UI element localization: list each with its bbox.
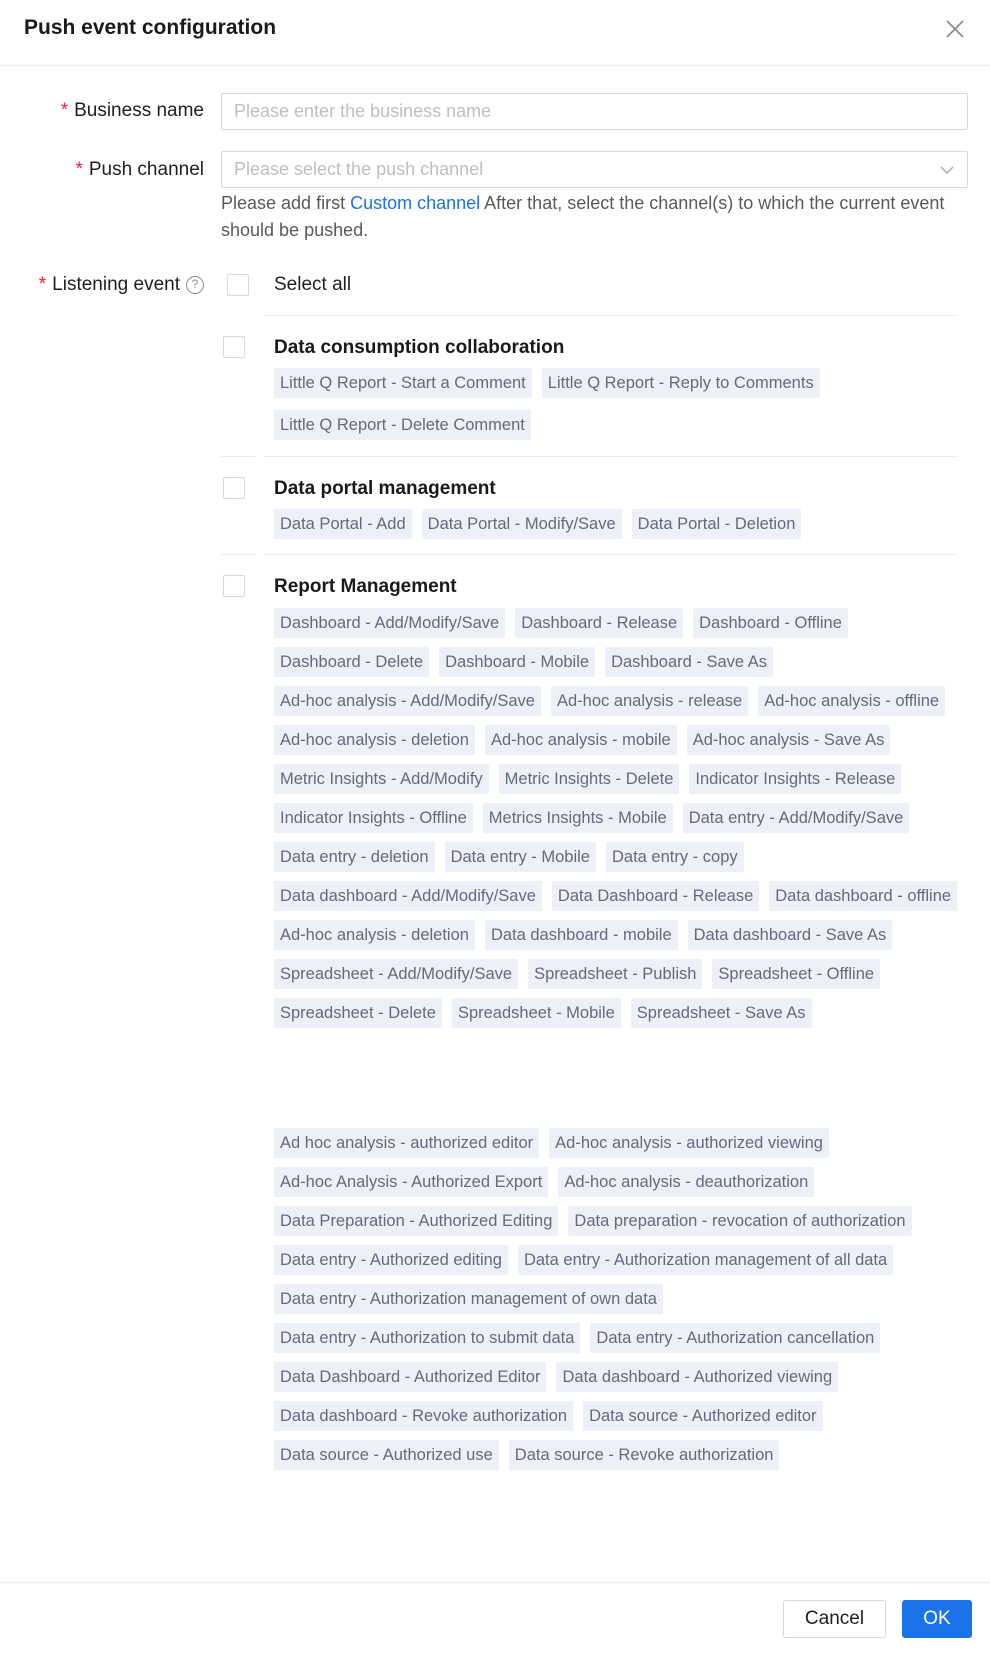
category-title: Data consumption collaboration	[274, 337, 565, 358]
help-icon[interactable]: ?	[186, 276, 204, 294]
event-tag[interactable]: Spreadsheet - Mobile	[452, 998, 621, 1028]
divider	[264, 456, 958, 457]
event-tag[interactable]: Data Portal - Deletion	[632, 509, 802, 539]
event-tag[interactable]: Metrics Insights - Mobile	[483, 803, 673, 833]
event-tag[interactable]: Data dashboard - Authorized viewing	[556, 1362, 838, 1392]
event-tag[interactable]: Ad-hoc analysis - deletion	[274, 725, 475, 755]
close-icon[interactable]	[942, 16, 968, 42]
event-tag[interactable]: Ad-hoc analysis - Add/Modify/Save	[274, 686, 541, 716]
tag-list	[274, 509, 914, 539]
event-tag[interactable]: Ad-hoc analysis - Save As	[687, 725, 891, 755]
event-tag[interactable]: Data entry - Add/Modify/Save	[683, 803, 910, 833]
event-tag[interactable]: Ad-hoc Analysis - Authorized Export	[274, 1167, 548, 1197]
event-tag[interactable]: Data Dashboard - Authorized Editor	[274, 1362, 546, 1392]
event-tag[interactable]: Metric Insights - Add/Modify	[274, 764, 489, 794]
cancel-button[interactable]: Cancel	[783, 1600, 886, 1638]
business-name-input[interactable]	[221, 93, 968, 130]
select-all-label: Select all	[274, 274, 352, 295]
tag-list	[274, 368, 834, 440]
event-tag[interactable]: Dashboard - Release	[515, 608, 683, 638]
event-tag[interactable]: Data source - Revoke authorization	[509, 1440, 780, 1470]
dialog-title: Push event configuration	[24, 16, 277, 39]
event-tag[interactable]: Data source - Authorized use	[274, 1440, 499, 1470]
category-checkbox-data-portal[interactable]	[223, 477, 245, 499]
divider	[221, 456, 255, 457]
event-tag[interactable]: Data entry - Authorized editing	[274, 1245, 508, 1275]
event-tag[interactable]: Data entry - deletion	[274, 842, 435, 872]
event-tag[interactable]: Ad-hoc analysis - deauthorization	[558, 1167, 814, 1197]
event-tag[interactable]: Spreadsheet - Add/Modify/Save	[274, 959, 518, 989]
event-tag[interactable]: Dashboard - Mobile	[439, 647, 595, 677]
event-tag[interactable]: Dashboard - Save As	[605, 647, 773, 677]
event-tag[interactable]: Data Dashboard - Release	[552, 881, 759, 911]
event-tag[interactable]: Ad-hoc analysis - authorized viewing	[549, 1128, 829, 1158]
event-tag[interactable]: Ad-hoc analysis - release	[551, 686, 748, 716]
event-tag[interactable]: Data entry - copy	[606, 842, 744, 872]
event-tag[interactable]: Data Portal - Add	[274, 509, 412, 539]
event-tag[interactable]: Ad-hoc analysis - deletion	[274, 920, 475, 950]
event-tag[interactable]: Spreadsheet - Delete	[274, 998, 442, 1028]
event-tag[interactable]: Data Portal - Modify/Save	[422, 509, 622, 539]
event-tag[interactable]: Data entry - Authorization management of all data	[518, 1245, 893, 1275]
tag-scroll-area[interactable]	[266, 1128, 946, 1534]
event-tag[interactable]: Data Preparation - Authorized Editing	[274, 1206, 558, 1236]
event-tag[interactable]: Spreadsheet - Publish	[528, 959, 702, 989]
event-tag[interactable]: Little Q Report - Start a Comment	[274, 368, 532, 398]
event-tag[interactable]: Spreadsheet - Save As	[631, 998, 812, 1028]
divider	[264, 554, 958, 555]
event-tag[interactable]: Dashboard - Delete	[274, 647, 429, 677]
event-tag[interactable]: Data entry - Mobile	[445, 842, 596, 872]
event-tag[interactable]: Little Q Report - Delete Comment	[274, 410, 531, 440]
event-tag[interactable]: Data preparation - revocation of authorization	[568, 1206, 911, 1236]
event-tag[interactable]: Little Q Report - Reply to Comments	[542, 368, 820, 398]
tag-list	[274, 608, 974, 1028]
event-tag[interactable]: Data entry - Authorization to submit data	[274, 1323, 580, 1353]
divider	[221, 554, 255, 555]
tag-list	[274, 1128, 946, 1470]
category-title: Report Management	[274, 576, 457, 597]
category-checkbox-data-consumption[interactable]	[223, 336, 245, 358]
event-tag[interactable]: Data dashboard - Revoke authorization	[274, 1401, 573, 1431]
event-tag[interactable]: Data dashboard - Save As	[688, 920, 893, 950]
category-checkbox-report-management[interactable]	[223, 575, 245, 597]
divider	[264, 315, 958, 316]
push-channel-label: * Push channel	[75, 159, 204, 180]
event-tag[interactable]: Dashboard - Offline	[693, 608, 848, 638]
select-all-checkbox[interactable]	[227, 274, 249, 296]
event-tag[interactable]: Ad-hoc analysis - mobile	[485, 725, 677, 755]
listening-event-label: * Listening event ?	[39, 274, 204, 296]
event-tag[interactable]: Data entry - Authorization cancellation	[590, 1323, 880, 1353]
event-tag[interactable]: Indicator Insights - Release	[689, 764, 901, 794]
event-tag[interactable]: Ad-hoc analysis - offline	[758, 686, 945, 716]
ok-button[interactable]: OK	[902, 1600, 972, 1638]
event-tag[interactable]: Spreadsheet - Offline	[712, 959, 880, 989]
event-tag[interactable]: Ad hoc analysis - authorized editor	[274, 1128, 539, 1158]
chevron-down-icon	[939, 163, 955, 177]
event-tag[interactable]: Dashboard - Add/Modify/Save	[274, 608, 505, 638]
event-tag[interactable]: Data dashboard - Add/Modify/Save	[274, 881, 542, 911]
event-tag[interactable]: Data dashboard - mobile	[485, 920, 678, 950]
event-tag[interactable]: Data source - Authorized editor	[583, 1401, 822, 1431]
category-title: Data portal management	[274, 478, 496, 499]
push-channel-hint: Please add first Custom channel After that, select the channel(s) to which the current event should be pushed.	[221, 193, 945, 240]
dialog-header	[0, 0, 990, 66]
event-tag[interactable]: Data entry - Authorization management of own data	[274, 1284, 663, 1314]
event-tag[interactable]: Indicator Insights - Offline	[274, 803, 473, 833]
event-tag[interactable]: Metric Insights - Delete	[499, 764, 680, 794]
business-name-label: * Business name	[60, 100, 204, 121]
push-channel-select[interactable]: Please select the push channel	[221, 151, 968, 188]
event-tag[interactable]: Data dashboard - offline	[769, 881, 957, 911]
custom-channel-link[interactable]: Custom channel	[350, 193, 481, 213]
